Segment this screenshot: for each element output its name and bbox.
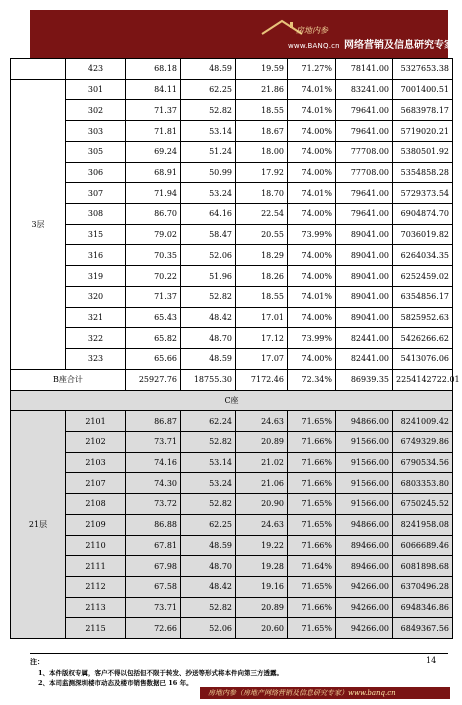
efficiency-cell: 71.66% — [288, 535, 336, 556]
unit-price-cell: 94266.00 — [336, 597, 393, 618]
table-row — [11, 162, 453, 183]
total-price-cell: 6066689.46 — [393, 535, 453, 556]
shared-area-cell: 18.29 — [236, 245, 288, 266]
room-number-cell: 2109 — [66, 514, 126, 535]
room-number-cell: 321 — [66, 307, 126, 328]
efficiency-cell: 74.01% — [288, 100, 336, 121]
usable-area-cell: 52.82 — [181, 494, 236, 515]
table-row — [11, 266, 453, 287]
room-number-cell: 319 — [66, 266, 126, 287]
note-monitoring: 2、本司监测深圳楼市动态及楼市销售数据已 16 年。 — [38, 679, 193, 687]
zone-header-row — [11, 390, 453, 411]
gross-area-cell: 73.71 — [126, 431, 181, 452]
total-price-cell: 5426266.62 — [393, 328, 453, 349]
unit-price-cell: 79641.00 — [336, 204, 393, 225]
unit-price-cell: 94266.00 — [336, 618, 393, 639]
gross-area-cell: 65.66 — [126, 349, 181, 370]
table-row — [11, 494, 453, 515]
gross-area-cell: 84.11 — [126, 79, 181, 100]
table-row — [11, 121, 453, 142]
room-number-cell: 307 — [66, 183, 126, 204]
table-row — [11, 452, 453, 473]
unit-price-cell: 89041.00 — [336, 266, 393, 287]
total-price-cell: 5380501.92 — [393, 141, 453, 162]
floor-label-cell: 21层 — [11, 411, 66, 639]
total-price-cell: 7036019.82 — [393, 224, 453, 245]
room-number-cell: 323 — [66, 349, 126, 370]
shared-area-cell: 7172.46 — [236, 369, 288, 390]
efficiency-cell: 71.65% — [288, 411, 336, 432]
efficiency-cell: 74.00% — [288, 162, 336, 183]
gross-area-cell: 67.81 — [126, 535, 181, 556]
efficiency-cell: 74.00% — [288, 307, 336, 328]
gross-area-cell: 71.81 — [126, 121, 181, 142]
efficiency-cell: 71.65% — [288, 514, 336, 535]
table-row — [11, 307, 453, 328]
gross-area-cell: 65.82 — [126, 328, 181, 349]
table-row — [11, 59, 453, 80]
table-row — [11, 597, 453, 618]
gross-area-cell: 79.02 — [126, 224, 181, 245]
unit-price-cell: 82441.00 — [336, 328, 393, 349]
total-price-cell: 8241009.42 — [393, 411, 453, 432]
total-price-cell: 5354858.28 — [393, 162, 453, 183]
table-row — [11, 183, 453, 204]
shared-area-cell: 22.54 — [236, 204, 288, 225]
unit-price-cell: 89041.00 — [336, 245, 393, 266]
table-row — [11, 141, 453, 162]
shared-area-cell: 20.90 — [236, 494, 288, 515]
total-label-cell: B座合计 — [11, 369, 126, 390]
usable-area-cell: 48.59 — [181, 349, 236, 370]
gross-area-cell: 74.16 — [126, 452, 181, 473]
usable-area-cell: 51.24 — [181, 141, 236, 162]
gross-area-cell: 71.37 — [126, 100, 181, 121]
footer-brand-bar — [200, 687, 450, 699]
room-number-cell: 302 — [66, 100, 126, 121]
gross-area-cell: 73.71 — [126, 597, 181, 618]
total-price-cell: 6081898.68 — [393, 556, 453, 577]
efficiency-cell: 71.27% — [288, 59, 336, 80]
unit-price-cell: 89041.00 — [336, 286, 393, 307]
usable-area-cell: 51.96 — [181, 266, 236, 287]
zone-c-label: C座 — [11, 390, 453, 411]
header-title: 网络营销及信息研究专家 — [344, 40, 454, 51]
usable-area-cell: 52.82 — [181, 100, 236, 121]
gross-area-cell: 70.35 — [126, 245, 181, 266]
total-price-cell: 6803353.80 — [393, 473, 453, 494]
room-number-cell: 316 — [66, 245, 126, 266]
shared-area-cell: 17.01 — [236, 307, 288, 328]
sales-table — [10, 58, 460, 639]
shared-area-cell: 19.22 — [236, 535, 288, 556]
unit-price-cell: 94866.00 — [336, 411, 393, 432]
unit-price-cell: 91566.00 — [336, 452, 393, 473]
unit-price-cell: 82441.00 — [336, 349, 393, 370]
total-price-cell: 6904874.70 — [393, 204, 453, 225]
total-price-cell: 6790534.56 — [393, 452, 453, 473]
unit-price-cell: 89041.00 — [336, 307, 393, 328]
room-number-cell: 2111 — [66, 556, 126, 577]
efficiency-cell: 74.00% — [288, 266, 336, 287]
total-price-cell: 5327653.38 — [393, 59, 453, 80]
efficiency-cell: 74.00% — [288, 245, 336, 266]
shared-area-cell: 18.26 — [236, 266, 288, 287]
usable-area-cell: 62.24 — [181, 411, 236, 432]
page-number: 14 — [426, 656, 437, 665]
floor-label-cell — [11, 59, 66, 80]
usable-area-cell: 52.06 — [181, 618, 236, 639]
unit-price-cell: 89466.00 — [336, 556, 393, 577]
gross-area-cell: 67.98 — [126, 556, 181, 577]
efficiency-cell: 74.00% — [288, 121, 336, 142]
room-number-cell: 2101 — [66, 411, 126, 432]
usable-area-cell: 52.82 — [181, 431, 236, 452]
gross-area-cell: 69.24 — [126, 141, 181, 162]
usable-area-cell: 62.25 — [181, 79, 236, 100]
shared-area-cell: 21.86 — [236, 79, 288, 100]
gross-area-cell: 68.18 — [126, 59, 181, 80]
total-price-cell: 8241958.08 — [393, 514, 453, 535]
header-banner — [30, 10, 454, 58]
header-brand: 房地内参 — [296, 26, 328, 35]
usable-area-cell: 48.59 — [181, 535, 236, 556]
usable-area-cell: 53.24 — [181, 183, 236, 204]
total-price-cell: 5729373.54 — [393, 183, 453, 204]
room-number-cell: 322 — [66, 328, 126, 349]
gross-area-cell: 68.91 — [126, 162, 181, 183]
unit-price-cell: 78141.00 — [336, 59, 393, 80]
unit-price-cell: 77708.00 — [336, 141, 393, 162]
footer-brand-text: 房地内参（房地产网络营销及信息研究专家）www.banq.cn — [208, 689, 396, 697]
table-row — [11, 576, 453, 597]
efficiency-cell: 71.66% — [288, 452, 336, 473]
shared-area-cell: 21.06 — [236, 473, 288, 494]
table-row — [11, 204, 453, 225]
total-price-cell: 5825952.63 — [393, 307, 453, 328]
shared-area-cell: 20.89 — [236, 431, 288, 452]
shared-area-cell: 17.07 — [236, 349, 288, 370]
table-row — [11, 245, 453, 266]
efficiency-cell: 73.99% — [288, 224, 336, 245]
usable-area-cell: 53.24 — [181, 473, 236, 494]
usable-area-cell: 48.42 — [181, 307, 236, 328]
gross-area-cell: 71.37 — [126, 286, 181, 307]
unit-price-cell: 83241.00 — [336, 79, 393, 100]
gross-area-cell: 86.88 — [126, 514, 181, 535]
note-heading: 注： — [30, 657, 44, 666]
table-row — [11, 79, 453, 100]
room-number-cell: 2103 — [66, 452, 126, 473]
unit-price-cell: 91566.00 — [336, 431, 393, 452]
total-price-cell: 6948346.86 — [393, 597, 453, 618]
total-price-cell: 6750245.52 — [393, 494, 453, 515]
unit-price-cell: 91566.00 — [336, 473, 393, 494]
table-row — [11, 224, 453, 245]
usable-area-cell: 58.47 — [181, 224, 236, 245]
total-price-cell: 6749329.86 — [393, 431, 453, 452]
shared-area-cell: 18.55 — [236, 286, 288, 307]
shared-area-cell: 18.70 — [236, 183, 288, 204]
table-row — [11, 411, 453, 432]
usable-area-cell: 53.14 — [181, 121, 236, 142]
usable-area-cell: 64.16 — [181, 204, 236, 225]
room-number-cell: 2110 — [66, 535, 126, 556]
room-number-cell: 308 — [66, 204, 126, 225]
efficiency-cell: 71.66% — [288, 597, 336, 618]
efficiency-cell: 71.66% — [288, 431, 336, 452]
table-row — [11, 286, 453, 307]
unit-price-cell: 89041.00 — [336, 224, 393, 245]
shared-area-cell: 17.12 — [236, 328, 288, 349]
shared-area-cell: 19.59 — [236, 59, 288, 80]
efficiency-cell: 72.34% — [288, 369, 336, 390]
total-price-cell: 6849367.56 — [393, 618, 453, 639]
gross-area-cell: 70.22 — [126, 266, 181, 287]
room-number-cell: 303 — [66, 121, 126, 142]
efficiency-cell: 74.00% — [288, 349, 336, 370]
gross-area-cell: 72.66 — [126, 618, 181, 639]
unit-price-cell: 89466.00 — [336, 535, 393, 556]
shared-area-cell: 24.63 — [236, 514, 288, 535]
shared-area-cell: 24.63 — [236, 411, 288, 432]
unit-price-cell: 79641.00 — [336, 121, 393, 142]
room-number-cell: 320 — [66, 286, 126, 307]
gross-area-cell: 71.94 — [126, 183, 181, 204]
usable-area-cell: 52.82 — [181, 286, 236, 307]
room-number-cell: 2113 — [66, 597, 126, 618]
usable-area-cell: 48.70 — [181, 328, 236, 349]
efficiency-cell: 74.01% — [288, 286, 336, 307]
room-number-cell: 2107 — [66, 473, 126, 494]
gross-area-cell: 73.72 — [126, 494, 181, 515]
efficiency-cell: 71.65% — [288, 494, 336, 515]
total-price-cell: 6252459.02 — [393, 266, 453, 287]
shared-area-cell: 20.55 — [236, 224, 288, 245]
room-number-cell: 2112 — [66, 576, 126, 597]
room-number-cell: 2102 — [66, 431, 126, 452]
footer — [30, 655, 420, 695]
unit-price-cell: 94266.00 — [336, 576, 393, 597]
usable-area-cell: 48.59 — [181, 59, 236, 80]
shared-area-cell: 18.00 — [236, 141, 288, 162]
total-price-cell: 7001400.51 — [393, 79, 453, 100]
table-row — [11, 514, 453, 535]
unit-price-cell: 91566.00 — [336, 494, 393, 515]
efficiency-cell: 71.65% — [288, 618, 336, 639]
usable-area-cell: 48.42 — [181, 576, 236, 597]
total-price-cell: 6354856.17 — [393, 286, 453, 307]
room-number-cell: 301 — [66, 79, 126, 100]
total-price-cell: 5683978.17 — [393, 100, 453, 121]
room-number-cell: 2108 — [66, 494, 126, 515]
efficiency-cell: 74.01% — [288, 79, 336, 100]
total-price-cell: 5719020.21 — [393, 121, 453, 142]
unit-price-cell: 94866.00 — [336, 514, 393, 535]
note-copyright: 1、本件版权专属，客户不得以包括但不限于转发、抄送等形式将本件向第三方透露。 — [38, 669, 284, 677]
total-price-cell: 6370496.28 — [393, 576, 453, 597]
gross-area-cell: 86.87 — [126, 411, 181, 432]
shared-area-cell: 20.89 — [236, 597, 288, 618]
usable-area-cell: 48.70 — [181, 556, 236, 577]
efficiency-cell: 71.66% — [288, 473, 336, 494]
gross-area-cell: 86.70 — [126, 204, 181, 225]
table-row — [11, 473, 453, 494]
unit-price-cell: 79641.00 — [336, 183, 393, 204]
shared-area-cell: 19.28 — [236, 556, 288, 577]
room-number-cell: 306 — [66, 162, 126, 183]
usable-area-cell: 50.99 — [181, 162, 236, 183]
table-row — [11, 349, 453, 370]
shared-area-cell: 21.02 — [236, 452, 288, 473]
table-row — [11, 431, 453, 452]
usable-area-cell: 53.14 — [181, 452, 236, 473]
efficiency-cell: 71.65% — [288, 576, 336, 597]
gross-area-cell: 25927.76 — [126, 369, 181, 390]
room-number-cell: 305 — [66, 141, 126, 162]
total-price-cell: 5413076.06 — [393, 349, 453, 370]
header-url[interactable]: www.BANQ.cn — [288, 42, 340, 50]
gross-area-cell: 74.30 — [126, 473, 181, 494]
shared-area-cell: 18.55 — [236, 100, 288, 121]
efficiency-cell: 71.64% — [288, 556, 336, 577]
total-price-cell: 6264034.35 — [393, 245, 453, 266]
room-number-cell: 2115 — [66, 618, 126, 639]
efficiency-cell: 73.99% — [288, 328, 336, 349]
unit-price-cell: 79641.00 — [336, 100, 393, 121]
efficiency-cell: 74.01% — [288, 183, 336, 204]
footer-divider — [30, 653, 448, 654]
room-number-cell: 423 — [66, 59, 126, 80]
efficiency-cell: 74.00% — [288, 204, 336, 225]
room-number-cell: 315 — [66, 224, 126, 245]
usable-area-cell: 52.82 — [181, 597, 236, 618]
shared-area-cell: 20.60 — [236, 618, 288, 639]
table-row — [11, 556, 453, 577]
usable-area-cell: 18755.30 — [181, 369, 236, 390]
gross-area-cell: 65.43 — [126, 307, 181, 328]
total-price-cell: 2254142722.01 — [393, 369, 453, 390]
table-row — [11, 618, 453, 639]
table-row — [11, 100, 453, 121]
floor-label-cell: 3层 — [11, 79, 66, 369]
gross-area-cell: 67.58 — [126, 576, 181, 597]
usable-area-cell: 52.06 — [181, 245, 236, 266]
shared-area-cell: 18.67 — [236, 121, 288, 142]
shared-area-cell: 17.92 — [236, 162, 288, 183]
table-row — [11, 535, 453, 556]
efficiency-cell: 74.00% — [288, 141, 336, 162]
table-row — [11, 328, 453, 349]
shared-area-cell: 19.16 — [236, 576, 288, 597]
unit-price-cell: 77708.00 — [336, 162, 393, 183]
unit-price-cell: 86939.35 — [336, 369, 393, 390]
usable-area-cell: 62.25 — [181, 514, 236, 535]
b-block-total-row — [11, 369, 453, 390]
